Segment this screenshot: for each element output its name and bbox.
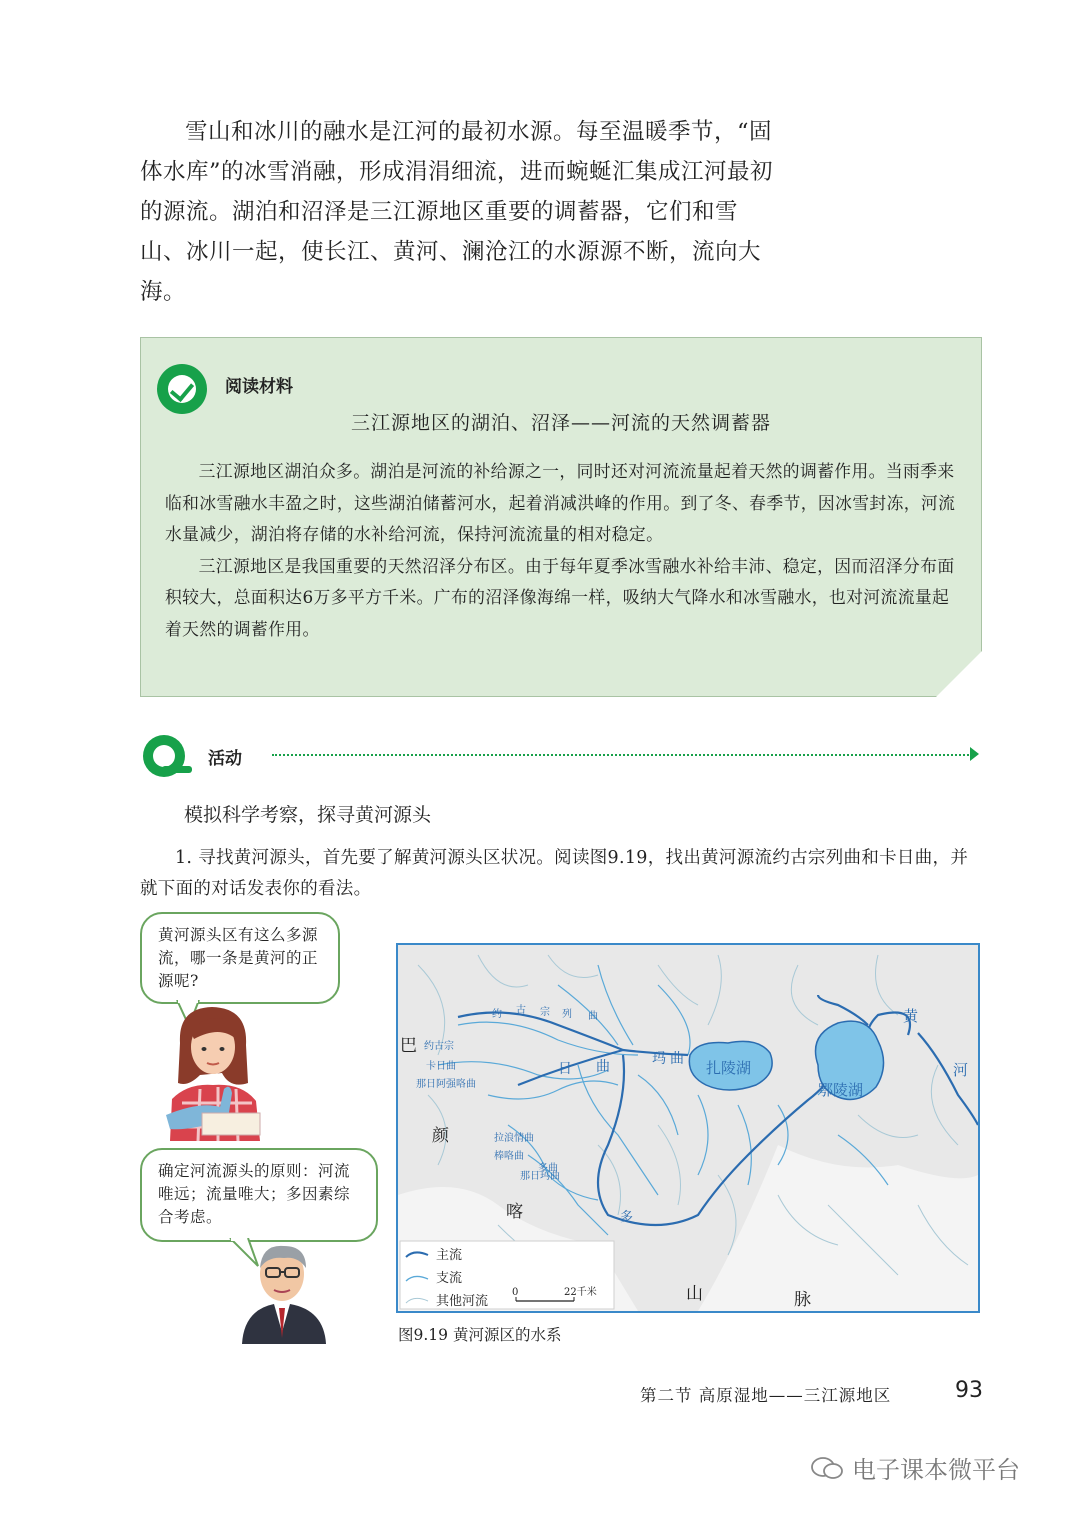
page-fold-corner xyxy=(935,650,983,698)
activity-subtitle: 模拟科学考察，探寻黄河源头 xyxy=(184,804,432,826)
legend-scale-zero: 0 xyxy=(512,1287,519,1298)
magnifier-activity-icon xyxy=(140,733,196,779)
map-label-yan: 颜 xyxy=(432,1126,449,1146)
map-label-yuegu: 约古宗 xyxy=(424,1041,454,1052)
legend-tributary: 支流 xyxy=(436,1271,463,1286)
map-label-mai: 脉 xyxy=(794,1290,811,1310)
check-badge-icon xyxy=(157,364,207,414)
map-label-qu3: 曲 xyxy=(588,1011,598,1022)
map-label-duoqu: 多曲 xyxy=(538,1163,558,1174)
map-label-he: 河 xyxy=(953,1061,969,1079)
map-label-zhaling-lake: 扎陵湖 xyxy=(706,1059,752,1077)
map-label-ri: 日 xyxy=(558,1061,572,1077)
map-label-gu: 古 xyxy=(516,1005,526,1016)
arrow-right-icon xyxy=(970,747,979,761)
map-label-yue: 约 xyxy=(492,1009,502,1020)
activity-label: 活动 xyxy=(208,749,242,769)
activity-item-1: 1. 寻找黄河源头，首先要了解黄河源头区状况。阅读图9.19，找出黄河源流约古宗列曲和卡日曲，并就下面的对话发表你的看法。 xyxy=(140,848,969,899)
map-label-kaz: 棒咯曲 xyxy=(494,1151,524,1162)
map-label-eling-lake: 鄂陵湖 xyxy=(818,1081,864,1099)
man-speech-bubble: 确定河流源头的原则：河流唯远；流量唯大；多因素综合考虑。 xyxy=(140,1148,378,1242)
map-label-huang: 黄 xyxy=(903,1007,919,1025)
map-label-ka: 喀 xyxy=(506,1202,523,1222)
map-label-ma: 玛 xyxy=(652,1051,666,1067)
activity-divider xyxy=(272,754,972,756)
reading-body xyxy=(165,456,965,645)
reading-material-box xyxy=(140,337,982,697)
map-caption: 图9.19 黄河源区的水系 xyxy=(398,1326,562,1344)
legend-scale-value: 22千米 xyxy=(564,1287,597,1298)
map-label-lie: 列 xyxy=(562,1009,572,1020)
reading-paragraph-1: 三江源地区湖泊众多。湖泊是河流的补给源之一，同时还对河流流量起着天然的调蓄作用。当雨季来临和冰雪融水丰盈之时，这些湖泊储蓄河水，起着消减洪峰的作用。到了冬、春季节，因冰雪封冻，河流水量减少，湖泊将存储的水补给河流，保持河流流量的相对稳定。 xyxy=(165,461,956,544)
intro-paragraph: 雪山和冰川的融水是江河的最初水源。每至温暖季节，“固体水库”的冰雪消融，形成涓涓细流，进而蜿蜒汇集成江河最初的源流。湖泊和沼泽是三江源地区重要的调蓄器，它们和雪山、冰川一起，使长江、黄河、澜沧江的水源源不断，流向大海。 xyxy=(140,119,774,305)
yellow-river-source-map xyxy=(396,943,980,1313)
intro-text xyxy=(140,112,780,312)
map-label-karich: 卡日曲 xyxy=(426,1061,456,1072)
reading-title: 三江源地区的湖泊、沼泽——河流的天然调蓄器 xyxy=(350,412,771,434)
man-illustration xyxy=(232,1238,332,1344)
map-label-qu2: 曲 xyxy=(670,1051,684,1067)
map-label-nari: 那日阿强咯曲 xyxy=(416,1079,476,1090)
wechat-icon xyxy=(810,1456,844,1480)
map-legend xyxy=(400,1241,614,1309)
map-label-ba: 巴 xyxy=(400,1036,417,1056)
girl-illustration xyxy=(160,1003,270,1141)
reading-label: 阅读材料 xyxy=(225,377,293,397)
map-canvas xyxy=(398,945,978,1311)
footer-section: 第二节 高原湿地——三江源地区 xyxy=(640,1386,892,1405)
map-label-lalang: 拉浪情曲 xyxy=(494,1133,534,1144)
map-label-qu: 曲 xyxy=(596,1059,610,1075)
reading-paragraph-2: 三江源地区是我国重要的天然沼泽分布区。由于每年夏季冰雪融水补给丰沛、稳定，因而沼泽分布面积较大，总面积达6万多平方千米。广布的沼泽像海绵一样，吸纳大气降水和冰雪融水，也对河流流量起着天然的调蓄作用。 xyxy=(165,555,955,639)
legend-main: 主流 xyxy=(436,1248,463,1263)
map-label-shan: 山 xyxy=(686,1284,703,1304)
girl-speech-bubble: 黄河源头区有这么多源流，哪一条是黄河的正源呢? xyxy=(140,912,340,1004)
map-label-mari: 那日玛曲 xyxy=(520,1171,560,1182)
map-label-duo: 多 xyxy=(620,1210,634,1225)
legend-other: 其他河流 xyxy=(436,1294,489,1309)
watermark-text: 电子课本微平台 xyxy=(852,1456,1020,1484)
map-label-zong: 宗 xyxy=(540,1007,550,1018)
page-number: 93 xyxy=(955,1378,983,1403)
activity-text xyxy=(140,843,982,905)
